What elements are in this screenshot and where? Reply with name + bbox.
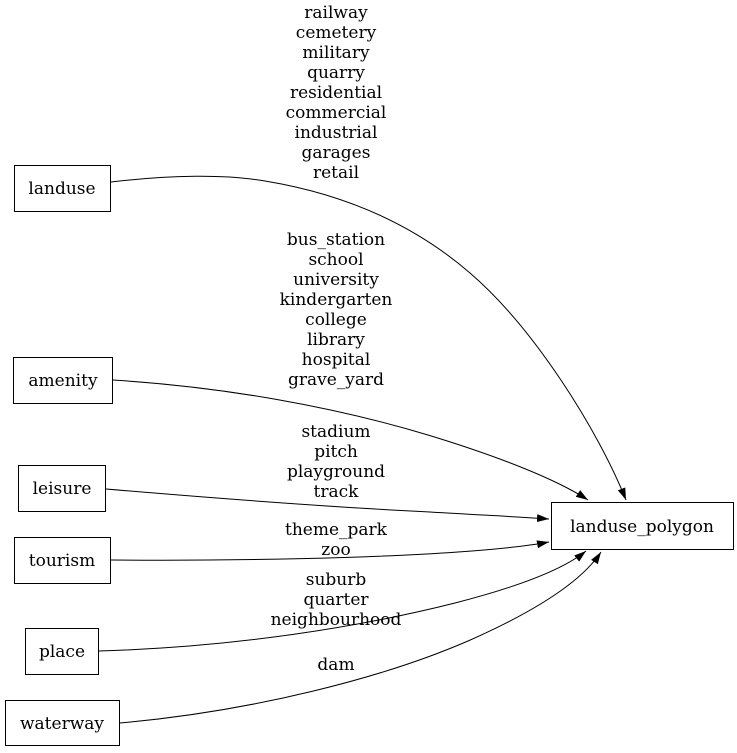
edge-label-amenity-line: grave_yard (287, 370, 385, 390)
edge-label-landuse-line: industrial (294, 123, 378, 143)
edge-label-landuse-line: military (302, 43, 370, 63)
edge-label-tourism-line: zoo (321, 540, 351, 560)
edge-label-amenity-line: college (305, 310, 367, 330)
edge-label-place-line: quarter (303, 590, 369, 610)
edge-label-amenity-line: library (307, 330, 365, 350)
node-landuse_polygon (552, 503, 734, 550)
edge-label-landuse-line: cemetery (295, 23, 377, 43)
node-tourism (15, 538, 111, 584)
edge-label-landuse-line: residential (289, 83, 383, 103)
edge-label-place-line: suburb (305, 570, 367, 590)
edge-label-amenity-line: bus_station (286, 230, 386, 250)
node-landuse_polygon-label: landuse_polygon (570, 517, 714, 537)
edge-label-waterway-line: dam (317, 655, 355, 675)
edge-label-amenity-line: university (293, 270, 379, 290)
node-waterway (6, 701, 120, 746)
node-landuse (15, 166, 111, 212)
edge-landuse-to-landuse_polygon (111, 176, 626, 500)
node-leisure (19, 466, 106, 512)
edge-label-landuse-line: retail (312, 163, 360, 183)
node-amenity-label: amenity (28, 371, 98, 391)
edge-label-amenity-line: hospital (301, 350, 371, 370)
node-landuse-label: landuse (28, 179, 96, 199)
edge-label-tourism-line: theme_park (285, 520, 387, 540)
node-place-label: place (38, 642, 86, 662)
edge-label-landuse-line: garages (301, 143, 371, 163)
edge-label-place-line: neighbourhood (270, 610, 402, 630)
edge-label-amenity-line: kindergarten (279, 290, 393, 310)
edge-label-amenity-line: school (308, 250, 364, 270)
edge-labels (271, 3, 402, 675)
node-place (26, 629, 99, 675)
edge-label-leisure-line: playground (286, 462, 386, 482)
edge-label-landuse-line: commercial (285, 103, 387, 123)
node-tourism-label: tourism (28, 551, 96, 571)
edge-label-leisure-line: track (313, 482, 359, 502)
edge-label-landuse-line: railway (304, 3, 368, 23)
edge-label-landuse-line: quarry (307, 63, 365, 83)
edge-label-leisure-line: stadium (301, 422, 371, 442)
node-leisure-label: leisure (32, 479, 92, 499)
edge-label-leisure-line: pitch (314, 442, 358, 462)
node-waterway-label: waterway (20, 714, 104, 734)
node-amenity (14, 358, 113, 404)
